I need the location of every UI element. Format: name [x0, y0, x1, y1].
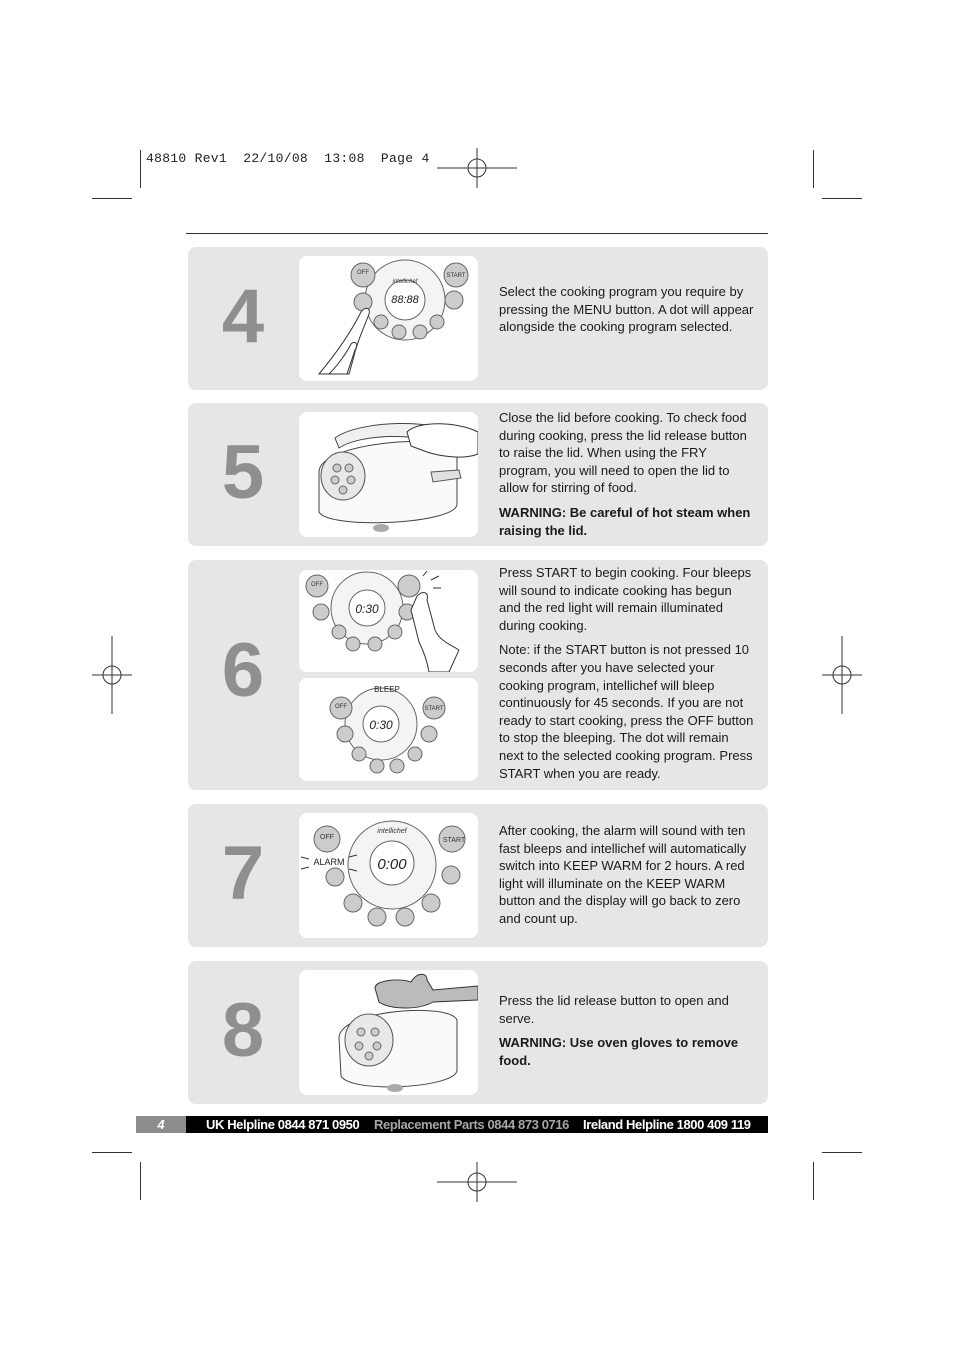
- brand-label: intellichef: [392, 279, 418, 285]
- brand-label: intellichef: [377, 828, 407, 835]
- off-button-label: OFF: [311, 582, 323, 588]
- display-readout: 88:88: [391, 294, 419, 306]
- step-paragraph: Press the lid release button to open and serve.: [499, 993, 729, 1026]
- off-button-label: OFF: [357, 270, 369, 276]
- crop-mark: [92, 198, 132, 199]
- step-panel-7: [188, 804, 768, 947]
- crop-mark: [813, 1162, 814, 1200]
- step-paragraph: Note: if the START button is not pressed 10 seconds after you have selected your cooking program, intellichef will bleep continuously for 45 seconds. If you are not ready to start cooking, press the OFF button to stop the bleeping. The dot will remain next to the selected cooking program. Press START when you are ready.: [499, 642, 754, 781]
- step-number: 4: [221, 274, 265, 359]
- page-number: 4: [136, 1116, 186, 1133]
- menu-button-illustration: [299, 256, 478, 381]
- uk-helpline: UK Helpline 0844 871 0950: [206, 1117, 360, 1132]
- step-panel-8: [188, 961, 768, 1104]
- step-text: [499, 564, 755, 789]
- alarm-keep-warm-illustration: [299, 813, 478, 938]
- warning-text: WARNING: Use oven gloves to remove food.: [499, 1035, 739, 1068]
- step-text: [499, 992, 755, 1076]
- step-panel-5: [188, 403, 768, 546]
- display-readout: 0:00: [377, 856, 407, 873]
- step-panel-4: [188, 247, 768, 390]
- crop-mark: [822, 1152, 862, 1153]
- step-paragraph: After cooking, the alarm will sound with ten fast bleeps and intellichef will automatically switch into KEEP WARM for 2 hours. A red light will illuminate on the KEEP WARM button and the display will go back to zero and count up.: [499, 823, 747, 926]
- crop-mark: [140, 1162, 141, 1200]
- step-number: 7: [221, 831, 265, 916]
- warning-text: WARNING: Be careful of hot steam when raising the lid.: [499, 504, 751, 538]
- top-rule: [186, 233, 768, 234]
- start-button-illustration: [299, 570, 478, 672]
- registration-mark-icon: [92, 636, 132, 714]
- bleep-label: BLEEP: [374, 685, 400, 694]
- crop-mark: [140, 150, 141, 188]
- step-paragraph: Close the lid before cooking. To check food during cooking, press the lid release button to raise the lid. When using the FRY program, you will need to open the lid to allow for stirring of food.: [499, 410, 747, 496]
- step-text: [499, 283, 755, 343]
- registration-mark-icon: [437, 1162, 517, 1202]
- registration-mark-icon: [437, 148, 517, 188]
- start-button-label: START: [442, 837, 466, 844]
- helpline-footer: [136, 1116, 768, 1133]
- registration-mark-icon: [822, 636, 862, 714]
- step-text: [499, 822, 755, 935]
- step-paragraph: Press START to begin cooking. Four bleeps will sound to indicate cooking has begun and the red light will remain illuminated during cooking.: [499, 565, 752, 633]
- step-panel-6: [188, 560, 768, 790]
- printer-slug: 48810 Rev1 22/10/08 13:08 Page 4: [146, 151, 430, 166]
- alarm-label: ALARM: [313, 857, 345, 867]
- oven-glove-illustration: [299, 970, 478, 1095]
- display-readout: 0:30: [369, 718, 393, 732]
- bleep-display-illustration: [299, 678, 478, 781]
- replacement-parts: Replacement Parts 0844 873 0716: [374, 1117, 570, 1132]
- step-text: [499, 409, 755, 546]
- off-button-label: OFF: [335, 704, 347, 710]
- off-button-label: OFF: [320, 834, 334, 841]
- lid-release-illustration: [299, 412, 478, 537]
- step-number: 8: [221, 988, 265, 1073]
- crop-mark: [822, 198, 862, 199]
- crop-mark: [92, 1152, 132, 1153]
- crop-mark: [813, 150, 814, 188]
- start-button-label: START: [446, 273, 466, 279]
- display-readout: 0:30: [355, 602, 379, 616]
- ireland-helpline: Ireland Helpline 1800 409 119: [583, 1117, 751, 1132]
- start-button-label: START: [424, 706, 444, 712]
- step-number: 5: [221, 430, 265, 515]
- step-paragraph: Select the cooking program you require by pressing the MENU button. A dot will appear alongside the cooking program selected.: [499, 284, 754, 335]
- step-number: 6: [221, 628, 265, 713]
